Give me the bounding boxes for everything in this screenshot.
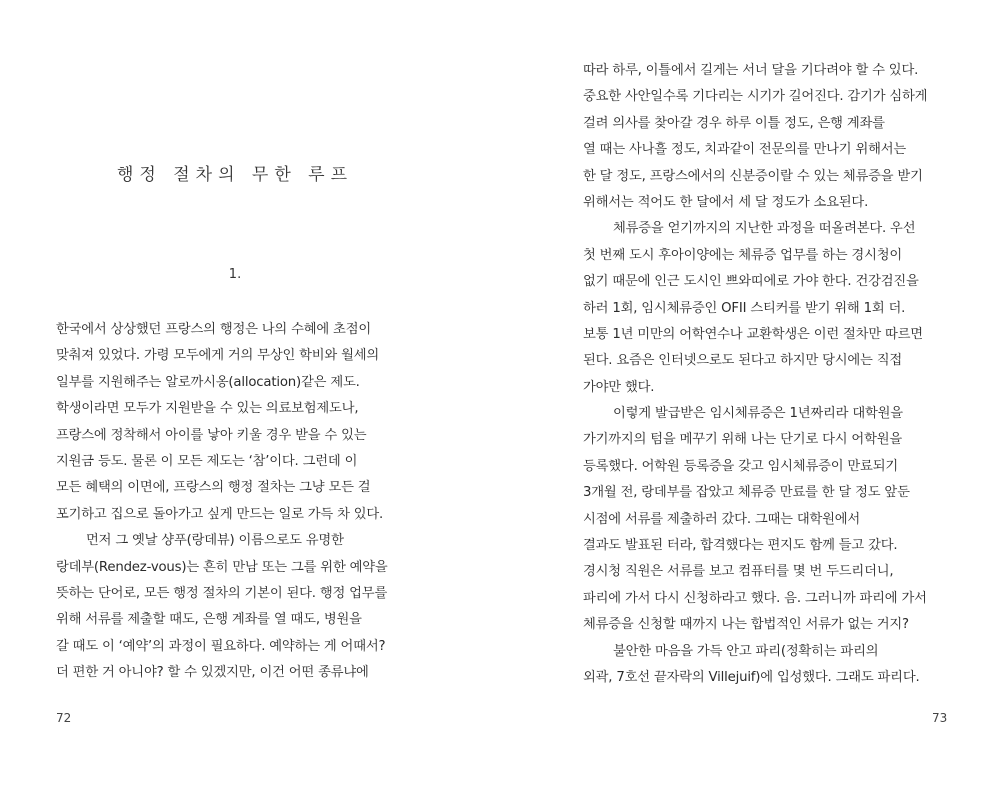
text-line: 체류증을 신청할 때까지 나는 합법적인 서류가 없는 거지? bbox=[583, 617, 909, 633]
text-line: 프랑스에 정착해서 아이를 낳아 키울 경우 받을 수 있는 bbox=[56, 427, 367, 443]
text-line: 경시청 직원은 서류를 보고 컴퓨터를 몇 번 두드리더니, bbox=[583, 564, 894, 580]
text-line: 열 때는 사나흘 정도, 치과같이 전문의를 만나기 위해서는 bbox=[583, 142, 907, 158]
text-line: 일부를 지원해주는 알로까시옹(allocation)같은 제도. bbox=[56, 374, 360, 390]
section-number: 1. bbox=[228, 267, 242, 282]
left-body-text bbox=[56, 317, 421, 686]
text-line: 등록했다. 어학원 등록증을 갖고 임시체류증이 만료되기 bbox=[583, 458, 898, 474]
text-line: 학생이라면 모두가 지원받을 수 있는 의료보험제도나, bbox=[56, 401, 359, 417]
text-line: 따라 하루, 이틀에서 길게는 서너 달을 기다려야 할 수 있다. bbox=[583, 63, 919, 78]
text-line: 포기하고 집으로 돌아가고 싶게 만드는 일로 가득 차 있다. bbox=[56, 506, 384, 522]
text-line: 한 달 정도, 프랑스에서의 신분증이랄 수 있는 체류증을 받기 bbox=[583, 168, 923, 184]
text-line: 된다. 요즘은 인터넷으로도 된다고 하지만 당시에는 직접 bbox=[583, 353, 903, 369]
text-line: 뜻하는 단어로, 모든 행정 절차의 기본이 된다. 행정 업무를 bbox=[56, 585, 388, 601]
right-page bbox=[500, 0, 1000, 791]
text-line: 보통 1년 미만의 어학연수나 교환학생은 이런 절차만 따르면 bbox=[583, 326, 923, 342]
text-line: 랑데부(Rendez-vous)는 흔히 만남 또는 그를 위한 예약을 bbox=[56, 559, 388, 575]
text-line: 이렇게 발급받은 임시체류증은 1년짜리라 대학원을 bbox=[613, 406, 903, 422]
text-line: 가기까지의 텀을 메꾸기 위해 나는 단기로 다시 어학원을 bbox=[583, 432, 903, 448]
text-line: 중요한 사안일수록 기다리는 시기가 길어진다. 감기가 심하게 bbox=[583, 89, 928, 105]
text-line: 없기 때문에 인근 도시인 쁘와띠에로 가야 한다. 건강검진을 bbox=[583, 274, 919, 290]
right-body-text bbox=[583, 58, 958, 691]
text-line: 한국에서 상상했던 프랑스의 행정은 나의 수혜에 초점이 bbox=[56, 322, 371, 337]
text-line: 맞춰져 있었다. 가령 모두에게 거의 무상인 학비와 월세의 bbox=[56, 348, 380, 364]
text-line: 갈 때도 이 ‘예약’의 과정이 필요하다. 예약하는 게 어때서? bbox=[56, 638, 386, 654]
chapter-title: 행정 절차의 무한 루프 bbox=[116, 165, 353, 185]
text-line: 먼저 그 옛날 샹푸(랑데뷰) 이름으로도 유명한 bbox=[86, 533, 344, 549]
text-line: 체류증을 얻기까지의 지난한 과정을 떠올려본다. 우선 bbox=[613, 221, 916, 237]
text-line: 더 편한 거 아니야? 할 수 있겠지만, 이건 어떤 종류냐에 bbox=[56, 665, 369, 681]
text-line: 하러 1회, 임시체류증인 OFII 스티커를 받기 위해 1회 더. bbox=[583, 300, 906, 316]
text-line: 첫 번째 도시 후아이양에는 체류증 업무를 하는 경시청이 bbox=[583, 247, 903, 263]
text-line: 불안한 마음을 가득 안고 파리(정확히는 파리의 bbox=[613, 643, 879, 659]
text-line: 위해서는 적어도 한 달에서 세 달 정도가 소요된다. bbox=[583, 194, 869, 210]
text-line: 위해 서류를 제출할 때도, 은행 계좌를 열 때도, 병원을 bbox=[56, 612, 362, 628]
text-line: 파리에 가서 다시 신청하라고 했다. 음. 그러니까 파리에 가서 bbox=[583, 590, 927, 606]
text-line: 시점에 서류를 제출하러 갔다. 그때는 대학원에서 bbox=[583, 511, 861, 527]
text-line: 지원금 등도. 물론 이 모든 제도는 ‘참’이다. 그런데 이 bbox=[56, 453, 358, 469]
page-number-left: 72 bbox=[56, 711, 72, 725]
text-line: 외곽, 7호선 끝자락의 Villejuif)에 입성했다. 그래도 파리다. bbox=[583, 669, 920, 685]
text-line: 걸려 의사를 찾아갈 경우 하루 이틀 정도, 은행 계좌를 bbox=[583, 115, 885, 131]
text-line: 모든 혜택의 이면에, 프랑스의 행정 절차는 그냥 모든 걸 bbox=[56, 480, 371, 496]
text-line: 결과도 발표된 터라, 합격했다는 편지도 함께 들고 갔다. bbox=[583, 538, 898, 554]
page-number-right: 73 bbox=[932, 711, 948, 725]
text-line: 3개월 전, 랑데부를 잡았고 체류증 만료를 한 달 정도 앞둔 bbox=[583, 485, 910, 501]
text-line: 가야만 했다. bbox=[583, 379, 655, 395]
